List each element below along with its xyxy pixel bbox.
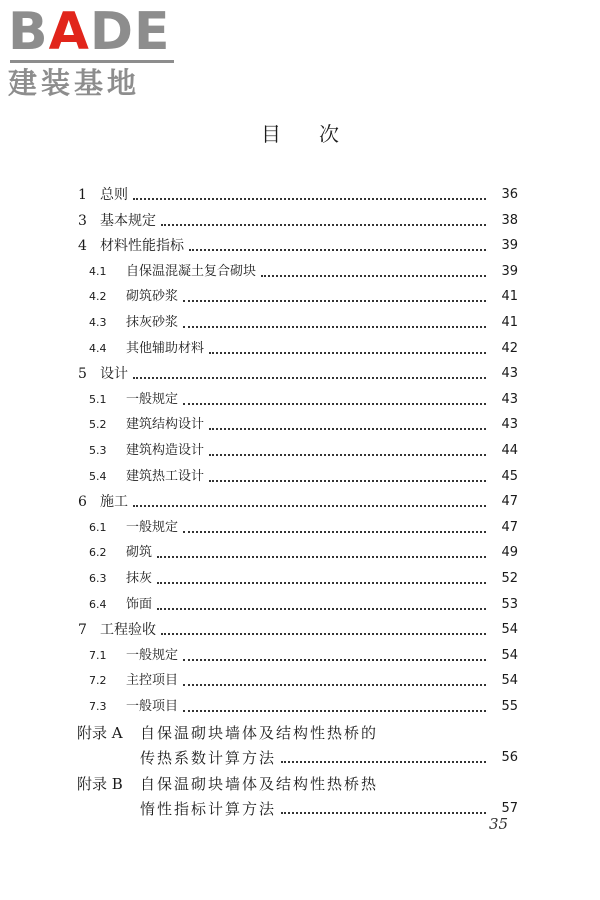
toc-entry-label: 总则 <box>100 187 128 203</box>
dot-leader <box>183 402 486 405</box>
dot-leader <box>157 581 486 584</box>
toc-entry[interactable] <box>0 359 600 383</box>
dot-leader <box>281 760 486 763</box>
toc-entry-label: 其他辅助材料 <box>126 340 205 356</box>
toc-entry[interactable] <box>0 487 600 511</box>
dot-leader <box>133 504 486 507</box>
toc-entry[interactable] <box>0 538 600 562</box>
toc-entry-page: 54 <box>501 673 518 689</box>
toc-entry-page: 43 <box>501 417 518 433</box>
toc-entry-number: 6 <box>78 494 87 511</box>
toc-entry-number: 6.2 <box>89 546 107 560</box>
toc-entry-number: 5 <box>78 366 87 383</box>
toc-entry-number: 6.3 <box>89 572 107 585</box>
toc-entry-number: 5.4 <box>89 469 107 483</box>
toc-entry[interactable] <box>0 462 600 486</box>
toc-entry-label: 自保温砌块墙体及结构性热桥热 <box>140 774 379 793</box>
toc-entry-page: 43 <box>501 366 518 382</box>
dot-leader <box>209 453 486 456</box>
dot-leader <box>183 658 486 661</box>
toc-entry-label: 一般规定 <box>126 391 179 407</box>
toc-entry[interactable] <box>0 590 600 614</box>
toc-entry-label: 建筑结构设计 <box>126 417 205 433</box>
toc-entry-number: 7.3 <box>89 700 107 713</box>
dot-leader <box>183 530 486 533</box>
dot-leader <box>183 709 486 712</box>
toc-entry-number: 附录 A <box>77 723 123 742</box>
toc-entry[interactable] <box>0 231 600 255</box>
toc-entry-number: 3 <box>78 212 87 229</box>
dot-leader <box>161 223 486 226</box>
toc-entry[interactable] <box>0 334 600 358</box>
toc-entry-label: 饰面 <box>126 596 153 612</box>
toc-entry-label: 自保温砌块墙体及结构性热桥的 <box>140 723 379 742</box>
toc-entry[interactable] <box>0 257 600 281</box>
dot-leader <box>183 299 486 302</box>
toc-entry-page: 41 <box>501 315 518 330</box>
toc-entry-page: 53 <box>501 596 518 612</box>
toc-entry-page: 55 <box>501 699 518 714</box>
toc-entry-label: 自保温混凝土复合砌块 <box>126 263 257 279</box>
dot-leader <box>183 325 486 328</box>
toc-entry-page: 52 <box>501 571 518 586</box>
dot-leader <box>209 427 486 430</box>
toc-entry-page: 57 <box>501 801 518 817</box>
toc-entry[interactable] <box>0 410 600 434</box>
page-number: 35 <box>489 815 509 833</box>
dot-leader <box>281 811 486 814</box>
toc-entry[interactable] <box>0 692 600 716</box>
toc-entry-page: 36 <box>501 187 518 202</box>
toc-entry-label: 抹灰 <box>126 571 153 586</box>
logo-wordmark: BADE <box>8 2 171 62</box>
toc-entry-label: 抹灰砂浆 <box>126 315 179 330</box>
toc-entry-page: 44 <box>501 443 518 458</box>
toc-entry-label: 一般规定 <box>126 647 179 663</box>
toc-entry-label: 建筑热工设计 <box>126 468 205 484</box>
toc-entry-label: 工程验收 <box>100 622 156 639</box>
toc-entry-label: 材料性能指标 <box>100 238 184 255</box>
toc-entry[interactable] <box>0 615 600 639</box>
toc-entry[interactable] <box>0 666 600 690</box>
toc-entry-number: 5.3 <box>89 444 107 457</box>
toc-entry[interactable] <box>0 743 600 767</box>
toc-entry-page: 42 <box>501 340 518 356</box>
logo-subtitle: 建装基地 <box>8 66 141 100</box>
toc-entry-page: 56 <box>501 750 518 766</box>
toc-entry[interactable] <box>0 385 600 409</box>
toc-entry[interactable] <box>0 180 600 204</box>
toc-entry[interactable] <box>0 436 600 460</box>
toc-entry[interactable] <box>0 513 600 537</box>
toc-entry-number: 7.2 <box>89 674 107 688</box>
toc-entry-label: 主控项目 <box>126 673 179 689</box>
toc-entry-label: 惰性指标计算方法 <box>140 800 277 819</box>
toc-entry[interactable] <box>0 718 600 742</box>
toc-entry-label: 施工 <box>100 494 128 511</box>
toc-entry-number: 5.1 <box>89 392 107 406</box>
dot-leader <box>261 274 486 277</box>
toc-entry-label: 砌筑砂浆 <box>126 289 179 305</box>
toc-entry[interactable] <box>0 641 600 665</box>
dot-leader <box>157 555 486 558</box>
toc-entry[interactable] <box>0 282 600 306</box>
toc-entry-number: 4.4 <box>89 341 107 355</box>
dot-leader <box>133 197 486 200</box>
toc-entry-label: 建筑构造设计 <box>126 443 205 458</box>
dot-leader <box>183 683 486 686</box>
toc-entry-number: 1 <box>78 187 87 203</box>
toc-entry-label: 一般项目 <box>126 699 179 714</box>
toc-entry-label: 一般规定 <box>126 519 179 535</box>
toc-entry-number: 4.1 <box>89 264 107 278</box>
toc-entry-number: 4.2 <box>89 290 107 304</box>
toc-entry-label: 设计 <box>100 366 128 383</box>
toc-entry[interactable] <box>0 769 600 793</box>
toc-entry-page: 38 <box>501 212 518 228</box>
toc-entry-page: 39 <box>501 238 518 254</box>
toc-entry[interactable] <box>0 308 600 332</box>
toc-entry-page: 43 <box>501 391 518 407</box>
toc-entry-page: 41 <box>501 289 518 305</box>
toc-entry-page: 45 <box>501 468 518 484</box>
toc-entry-label: 传热系数计算方法 <box>140 749 277 768</box>
toc-entry-label: 基本规定 <box>100 212 156 229</box>
toc-entry-number: 7 <box>78 622 87 639</box>
toc-entry-number: 6.1 <box>89 520 107 534</box>
dot-leader <box>133 376 486 379</box>
toc-entry-number: 5.2 <box>89 418 107 432</box>
bade-logo <box>8 2 178 100</box>
toc-entry[interactable] <box>0 564 600 588</box>
toc-entry-page: 54 <box>501 622 518 638</box>
dot-leader <box>189 248 486 251</box>
toc-entry[interactable] <box>0 206 600 230</box>
toc-entry[interactable] <box>0 794 600 818</box>
toc-entry-page: 54 <box>501 647 518 663</box>
toc-entry-number: 4.3 <box>89 316 107 329</box>
toc-entry-page: 39 <box>501 263 518 279</box>
dot-leader <box>157 607 486 610</box>
toc-entry-label: 砌筑 <box>126 545 153 561</box>
dot-leader <box>161 632 486 635</box>
toc-entry-number: 6.4 <box>89 597 107 611</box>
toc-title: 目次 <box>261 122 377 146</box>
toc-entry-number: 7.1 <box>89 648 107 662</box>
dot-leader <box>209 351 486 354</box>
toc-entry-page: 49 <box>501 545 518 561</box>
toc-entry-page: 47 <box>501 494 518 510</box>
toc-entry-number: 4 <box>78 238 87 255</box>
dot-leader <box>209 479 486 482</box>
toc-entry-page: 47 <box>501 519 518 535</box>
toc-entry-number: 附录 B <box>77 774 123 793</box>
